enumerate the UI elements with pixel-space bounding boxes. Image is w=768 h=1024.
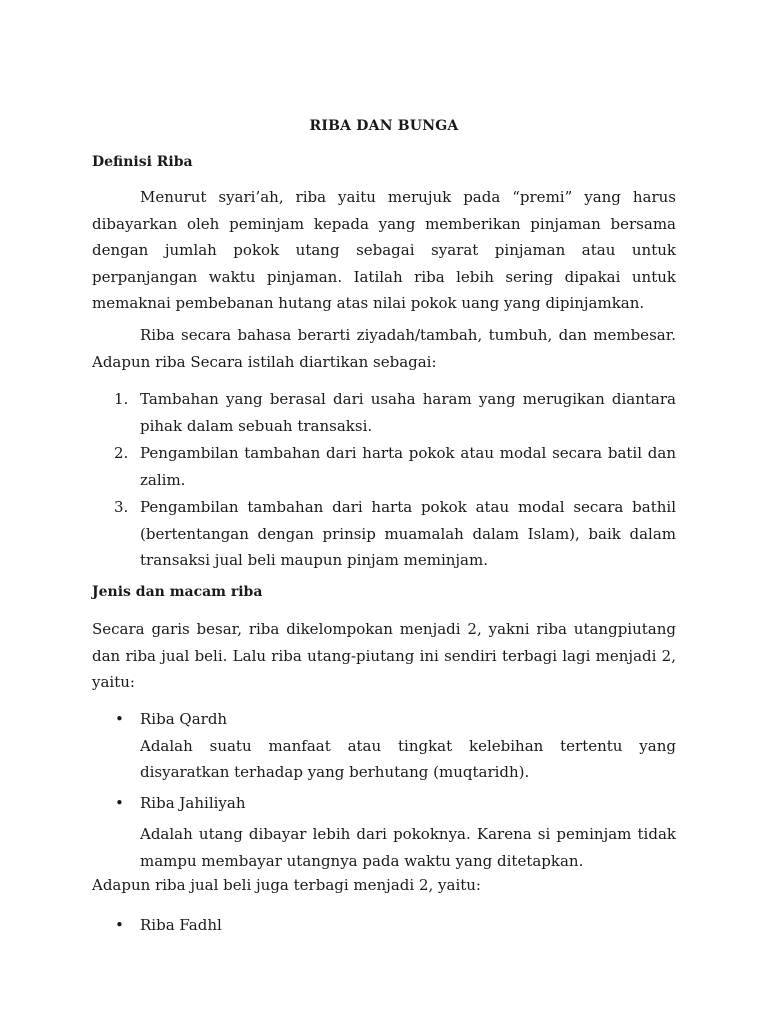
bullet-icon: • <box>115 793 124 812</box>
list-item-description: Adalah suatu manfaat atau tingkat kelebihan tertentu yang disyaratkan terhadap yang berhutang (muqtaridh). <box>140 736 676 781</box>
list-item <box>92 494 676 574</box>
list-item-label: Riba Qardh <box>140 710 228 728</box>
paragraph-language-meaning-text: Riba secara bahasa berarti ziyadah/tambah, tumbuh, dan membesar. Adapun riba Secara istilah diartikan sebagai: <box>92 326 676 371</box>
bullet-list-jual-beli <box>92 912 676 939</box>
paragraph-language-meaning <box>92 322 676 375</box>
list-item-text: Pengambilan tambahan dari harta pokok atau modal secara bathil (bertentangan dengan prinsip muamalah dalam Islam), baik dalam transaksi jual beli maupun pinjam meminjam. <box>140 498 676 569</box>
list-item <box>92 790 676 875</box>
list-item-text: Tambahan yang berasal dari usaha haram yang merugikan diantara pihak dalam sebuah transaksi. <box>140 390 676 435</box>
list-item-label: Riba Jahiliyah <box>140 793 246 812</box>
bullet-list-utang-piutang <box>92 706 676 874</box>
document-title: RIBA DAN BUNGA <box>309 118 459 134</box>
list-number: 3. <box>114 498 129 516</box>
bullet-icon: • <box>115 916 124 934</box>
list-item-label: Riba Fadhl <box>140 916 222 934</box>
list-item <box>92 706 676 786</box>
heading-jenis-riba: Jenis dan macam riba <box>92 584 263 600</box>
numbered-list-definitions <box>92 386 676 574</box>
paragraph-classification: Secara garis besar, riba dikelompokan menjadi 2, yakni riba utangpiutang dan riba jual beli. Lalu riba utang-piutang ini sendiri terbagi lagi menjadi 2, yaitu: <box>92 620 676 691</box>
list-number: 1. <box>114 390 129 408</box>
list-item-text: Pengambilan tambahan dari harta pokok atau modal secara batil dan zalim. <box>140 444 676 489</box>
bullet-icon: • <box>115 710 124 728</box>
list-item-description: Adalah utang dibayar lebih dari pokoknya. Karena si peminjam tidak mampu membayar utangnya pada waktu yang ditetapkan. <box>140 825 676 870</box>
heading-definisi-riba: Definisi Riba <box>92 154 193 170</box>
list-item <box>92 386 676 439</box>
list-item <box>92 912 676 939</box>
paragraph-jual-beli: Adapun riba jual beli juga terbagi menjadi 2, yaitu: <box>92 876 481 894</box>
list-number: 2. <box>114 444 129 462</box>
list-item <box>92 440 676 493</box>
paragraph-definition-text: Menurut syari’ah, riba yaitu merujuk pada “premi” yang harus dibayarkan oleh peminjam kepada yang memberikan pinjaman bersama dengan jumlah pokok utang sebagai syarat pinjaman atau untuk perpanjangan waktu pinjaman. Iatilah riba lebih sering dipakai untuk memaknai pembebanan hutang atas nilai pokok uang yang dipinjamkan. <box>92 188 676 312</box>
paragraph-definition <box>92 184 676 317</box>
